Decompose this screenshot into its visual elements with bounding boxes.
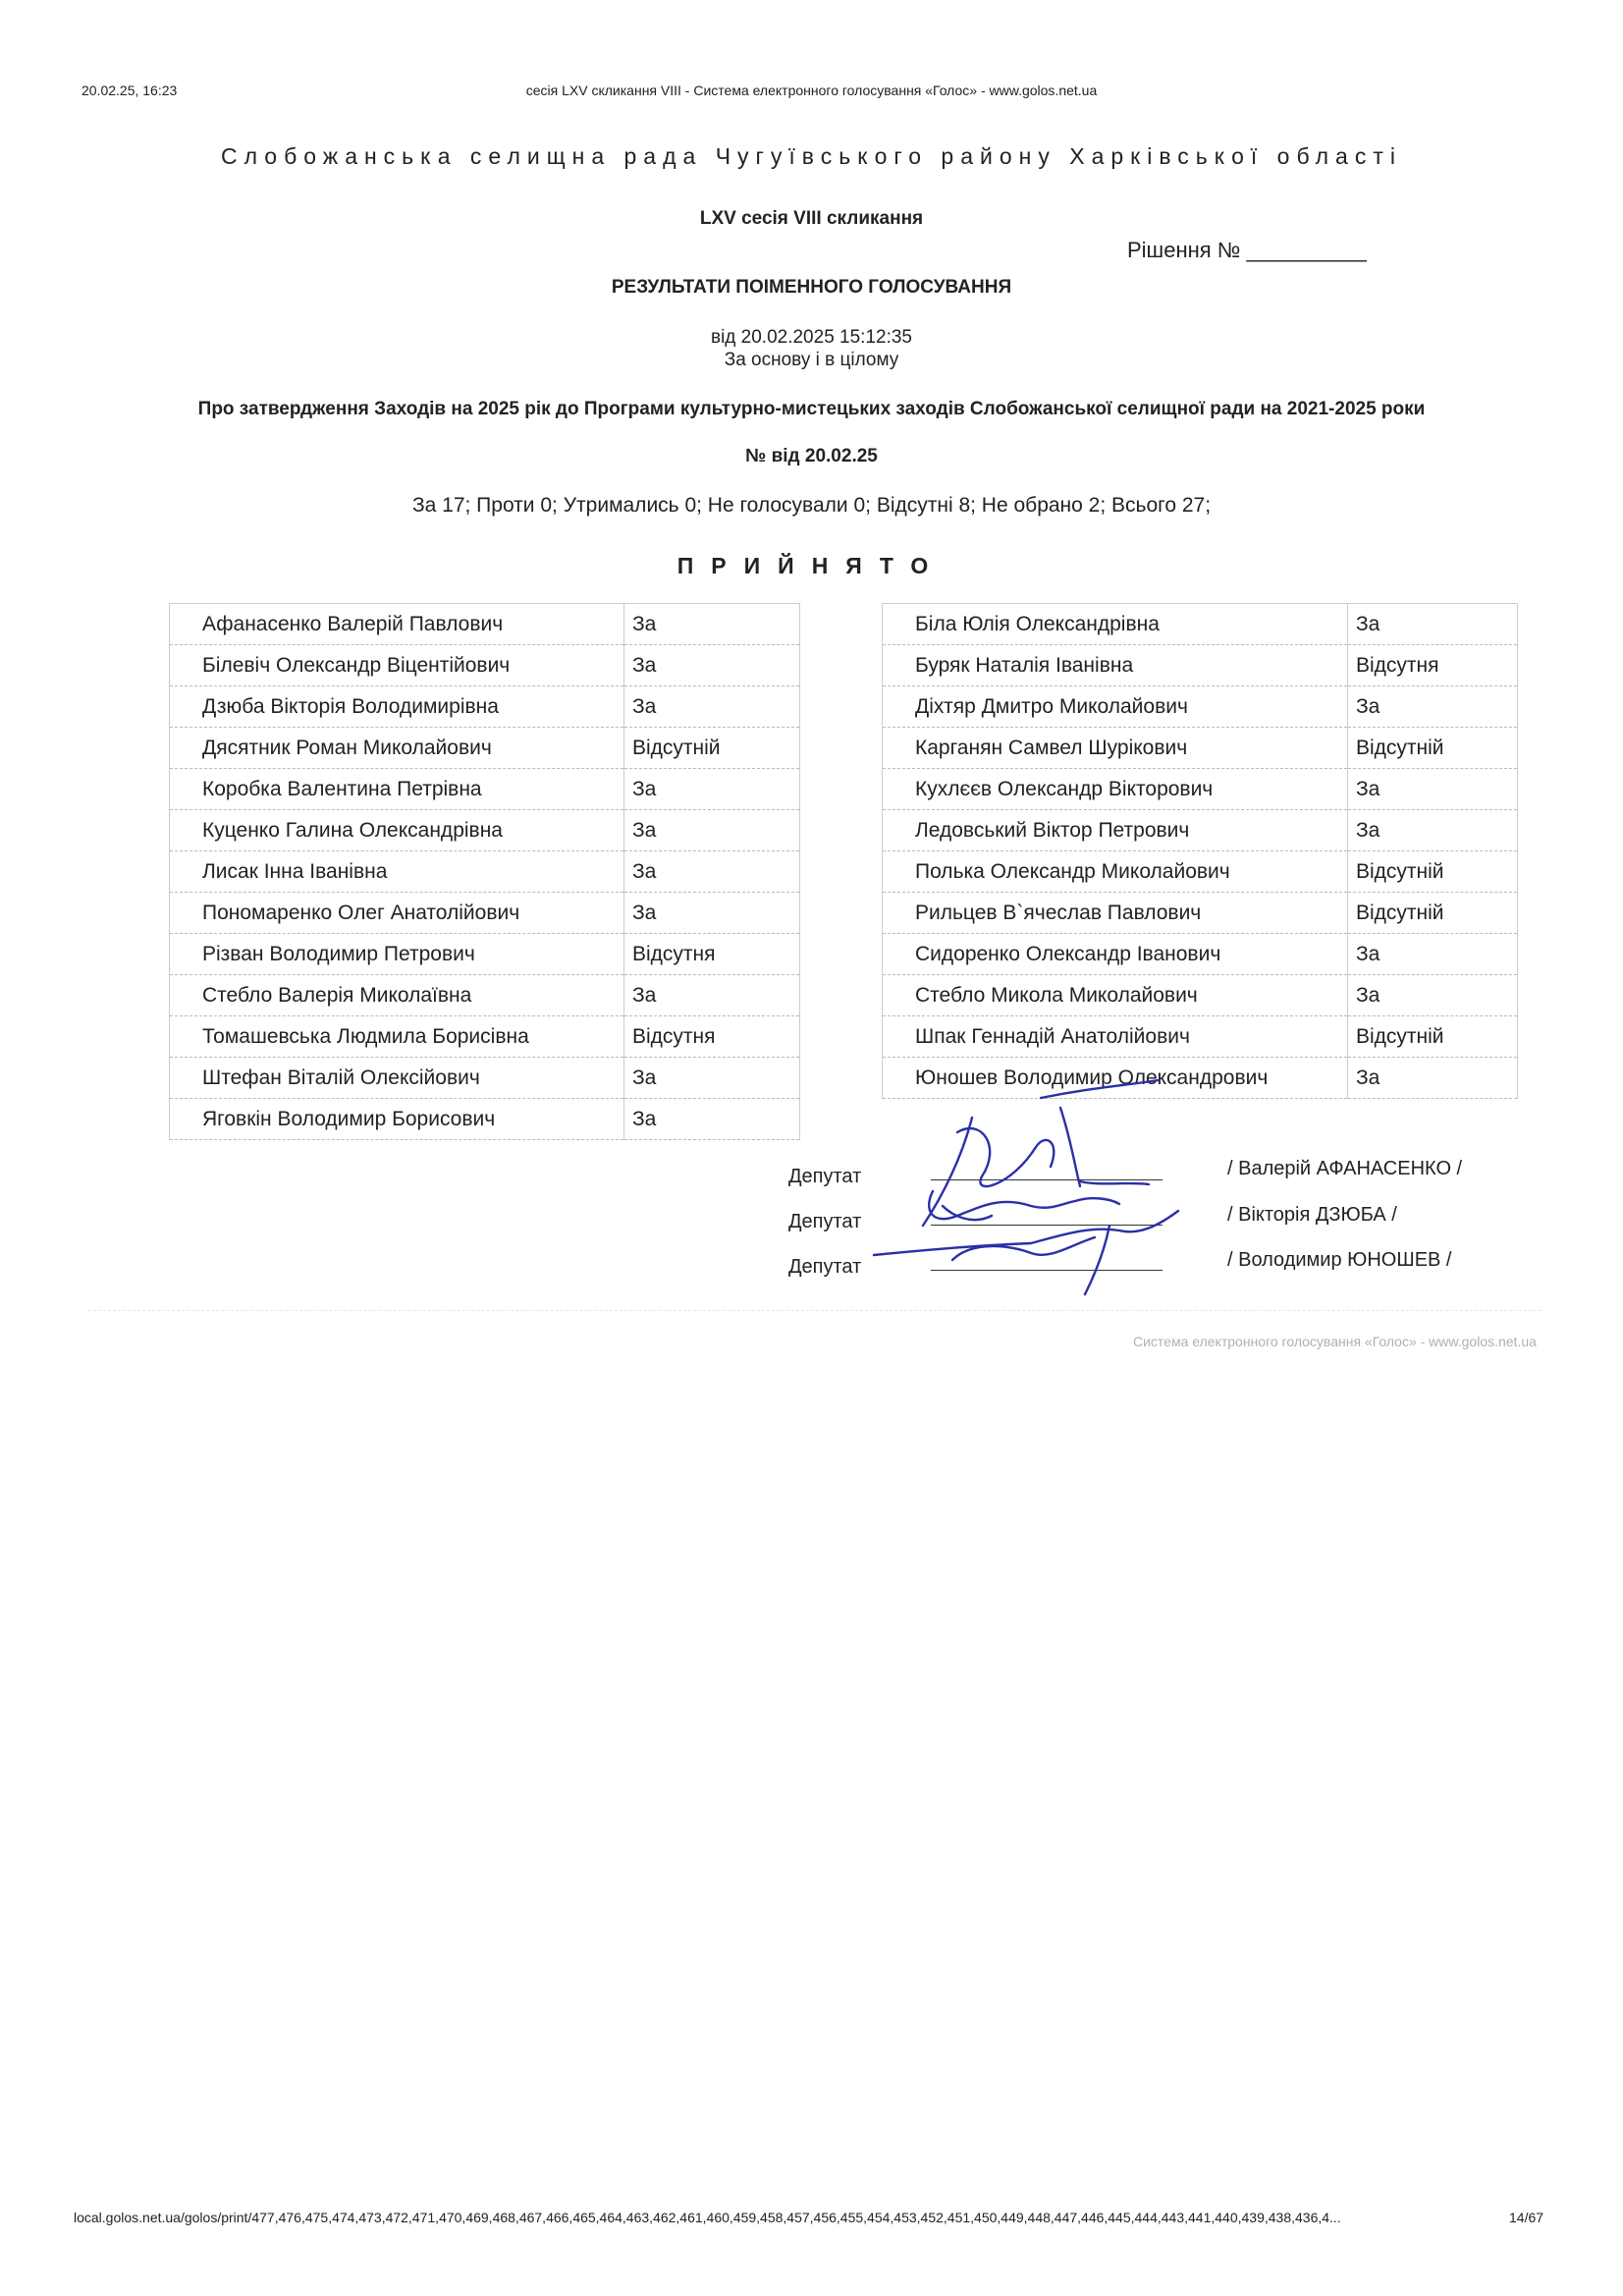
table-row xyxy=(170,1016,800,1058)
system-footer: Система електронного голосування «Голос» - www.golos.net.ua xyxy=(1133,1334,1537,1349)
table-row xyxy=(883,728,1518,769)
vote-cell: За xyxy=(624,604,800,645)
table-row xyxy=(883,1016,1518,1058)
vote-cell: За xyxy=(624,769,800,810)
table-row xyxy=(170,728,800,769)
vote-summary: За 17; Проти 0; Утримались 0; Не голосували 0; Відсутні 8; Не обрано 2; Всього 27; xyxy=(411,494,1212,517)
table-row xyxy=(170,893,800,934)
table-row xyxy=(170,769,800,810)
question-number: № від 20.02.25 xyxy=(745,446,878,466)
deputy-name-cell: Рильцев В`ячеслав Павлович xyxy=(883,893,1348,934)
vote-cell: За xyxy=(624,686,800,728)
vote-cell: За xyxy=(624,893,800,934)
signature-yunoshev xyxy=(874,1211,1178,1294)
council-name: Слобожанська селищна рада Чугуївського району Харківської області xyxy=(221,143,1402,169)
table-row xyxy=(883,851,1518,893)
vote-cell: Відсутня xyxy=(1348,645,1518,686)
vote-cell: За xyxy=(624,851,800,893)
vote-cell: За xyxy=(1348,934,1518,975)
deputy-name-cell: Полька Олександр Миколайович xyxy=(883,851,1348,893)
table-row xyxy=(883,769,1518,810)
vote-cell: Відсутній xyxy=(624,728,800,769)
deputy-name-cell: Афанасенко Валерій Павлович xyxy=(170,604,624,645)
deputy-name-cell: Дзюба Вікторія Володимирівна xyxy=(170,686,624,728)
table-row xyxy=(170,851,800,893)
vote-cell: За xyxy=(1348,975,1518,1016)
deputy-name-cell: Стебло Валерія Миколаївна xyxy=(170,975,624,1016)
deputy-label: Депутат xyxy=(788,1211,862,1232)
signature-dzyuba xyxy=(929,1181,1149,1220)
deputy-name: / Володимир ЮНОШЕВ / xyxy=(1227,1249,1452,1271)
session-title: LXV сесія VIII скликання xyxy=(699,208,924,229)
vote-cell: За xyxy=(624,975,800,1016)
print-url: local.golos.net.ua/golos/print/477,476,475,474,473,472,471,470,469,468,467,466,465,464,463,462,461,460,459,458,457,456,455,454,453,452,451,450,449,448,447,446,445,444,443,441,440,439,438,436,4... xyxy=(74,2210,1341,2225)
table-row xyxy=(883,934,1518,975)
deputy-name-cell: Діхтяр Дмитро Миколайович xyxy=(883,686,1348,728)
deputy-name-cell: Ледовський Віктор Петрович xyxy=(883,810,1348,851)
deputy-name-cell: Пономаренко Олег Анатолійович xyxy=(170,893,624,934)
table-row xyxy=(170,934,800,975)
vote-cell: За xyxy=(624,645,800,686)
deputy-name-cell: Стебло Микола Миколайович xyxy=(883,975,1348,1016)
decision-number: Рішення № __________ xyxy=(1127,238,1367,262)
vote-basis: За основу і в цілому xyxy=(724,350,899,370)
table-row xyxy=(883,975,1518,1016)
vote-datetime: від 20.02.2025 15:12:35 xyxy=(710,327,912,348)
deputy-name-cell: Томашевська Людмила Борисівна xyxy=(170,1016,624,1058)
vote-cell: За xyxy=(1348,686,1518,728)
deputy-name-cell: Яговкін Володимир Борисович xyxy=(170,1099,624,1140)
deputy-name-cell: Коробка Валентина Петрівна xyxy=(170,769,624,810)
deputy-name-cell: Біла Юлія Олександрівна xyxy=(883,604,1348,645)
deputy-name: / Вікторія ДЗЮБА / xyxy=(1227,1204,1397,1226)
page-number: 14/67 xyxy=(1509,2210,1544,2225)
deputy-name-cell: Карганян Самвел Шурікович xyxy=(883,728,1348,769)
vote-cell: За xyxy=(1348,810,1518,851)
table-row xyxy=(883,645,1518,686)
divider xyxy=(88,1310,1542,1311)
table-row xyxy=(883,810,1518,851)
question-title: Про затвердження Заходів на 2025 рік до Програми культурно-мистецьких заходів Слобожанської селищної ради на 2021-2025 роки xyxy=(197,399,1426,419)
vote-cell: За xyxy=(624,1058,800,1099)
results-title: РЕЗУЛЬТАТИ ПОІМЕННОГО ГОЛОСУВАННЯ xyxy=(611,277,1012,298)
deputy-name-cell: Шпак Геннадій Анатолійович xyxy=(883,1016,1348,1058)
deputy-name-cell: Лисак Інна Іванівна xyxy=(170,851,624,893)
signature-afanasenko xyxy=(923,1080,1159,1226)
verdict: ПРИЙНЯТО xyxy=(676,553,947,578)
table-row xyxy=(883,604,1518,645)
table-row xyxy=(170,645,800,686)
table-row xyxy=(170,975,800,1016)
vote-cell: Відсутня xyxy=(624,1016,800,1058)
vote-cell: Відсутній xyxy=(1348,893,1518,934)
vote-cell: За xyxy=(624,810,800,851)
deputy-name-cell: Юношев Володимир Олександрович xyxy=(883,1058,1348,1099)
deputy-name-cell: Дясятник Роман Миколайович xyxy=(170,728,624,769)
deputy-label: Депутат xyxy=(788,1256,862,1278)
deputy-name-cell: Кухлєєв Олександр Вікторович xyxy=(883,769,1348,810)
print-title: сесія LXV скликання VIII - Система електронного голосування «Голос» - www.golos.net.ua xyxy=(525,82,1098,98)
deputy-name-cell: Штефан Віталій Олексійович xyxy=(170,1058,624,1099)
vote-cell: Відсутній xyxy=(1348,851,1518,893)
handwritten-signatures xyxy=(864,1078,1217,1304)
vote-cell: За xyxy=(1348,604,1518,645)
vote-cell: За xyxy=(624,1099,800,1140)
deputy-name-cell: Білевіч Олександр Віцентійович xyxy=(170,645,624,686)
table-row xyxy=(883,893,1518,934)
vote-cell: Відсутня xyxy=(624,934,800,975)
vote-cell: Відсутній xyxy=(1348,1016,1518,1058)
votes-table-right xyxy=(882,603,1518,1099)
table-row xyxy=(883,686,1518,728)
deputy-name-cell: Буряк Наталія Іванівна xyxy=(883,645,1348,686)
votes-table-left xyxy=(169,603,800,1140)
table-row xyxy=(170,604,800,645)
deputy-name-cell: Сидоренко Олександр Іванович xyxy=(883,934,1348,975)
table-row xyxy=(170,1099,800,1140)
table-row xyxy=(170,810,800,851)
deputy-label: Депутат xyxy=(788,1166,862,1187)
vote-cell: За xyxy=(1348,769,1518,810)
print-timestamp: 20.02.25, 16:23 xyxy=(81,82,178,98)
table-row xyxy=(170,686,800,728)
table-row xyxy=(170,1058,800,1099)
deputy-name-cell: Різван Володимир Петрович xyxy=(170,934,624,975)
vote-cell: За xyxy=(1348,1058,1518,1099)
deputy-name: / Валерій АФАНАСЕНКО / xyxy=(1227,1158,1463,1179)
vote-cell: Відсутній xyxy=(1348,728,1518,769)
deputy-name-cell: Куценко Галина Олександрівна xyxy=(170,810,624,851)
